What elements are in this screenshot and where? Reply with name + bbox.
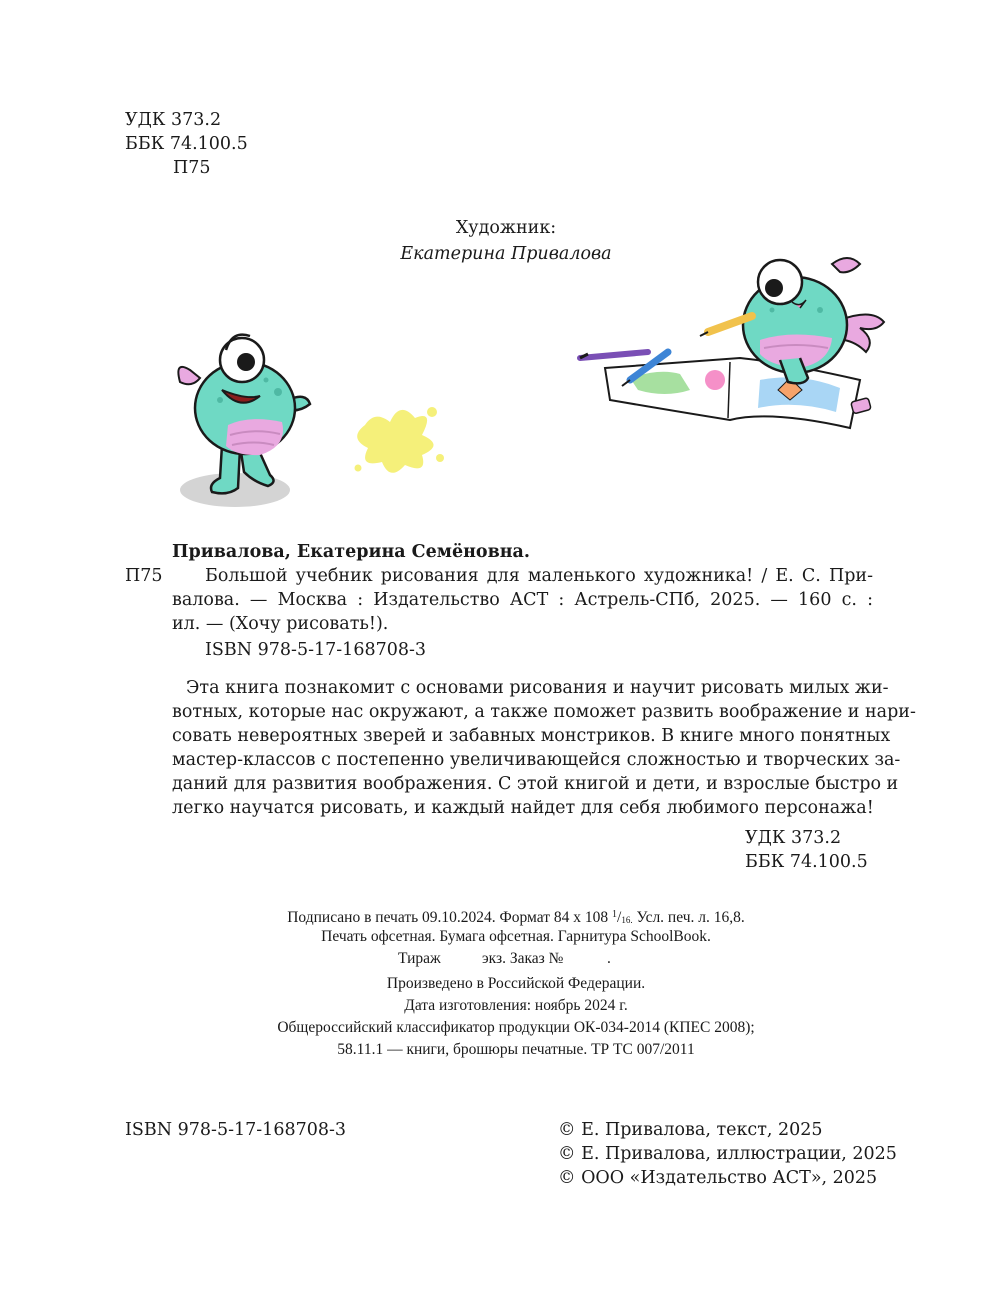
signed-prefix: Подписано в печать 09.10.2024. Формат 84 x 108 bbox=[287, 909, 609, 926]
annotation-line: совать невероятных зверей и забавных монстриков. В книге много понятных bbox=[172, 726, 891, 746]
annotation-line: легко научатся рисовать, и каждый найдет для себя любимого персонажа! bbox=[172, 798, 874, 818]
format-den: 16. bbox=[621, 915, 633, 925]
annotation-line: мастер-классов с постепенно увеличивающейся сложностью и творческих за- bbox=[172, 750, 901, 770]
illustration bbox=[160, 250, 900, 520]
footer-isbn: ISBN 978-5-17-168708-3 bbox=[125, 1120, 347, 1140]
paintbrush bbox=[580, 352, 648, 358]
imprint-order: экз. Заказ № bbox=[482, 950, 564, 967]
imprint-date: Дата изготовления: ноябрь 2024 г. bbox=[404, 997, 628, 1014]
annotation-text bbox=[172, 676, 916, 820]
annotation-line: даний для развития воображения. С этой книгой и дети, и взрослые быстро и bbox=[172, 774, 899, 794]
catalog-line: валова. — Москва : Издательство АСТ : Астрель-СПб, 2025. — 160 с. : bbox=[172, 590, 873, 610]
imprint-country: Произведено в Российской Федерации. bbox=[386, 975, 646, 992]
paint-splash bbox=[355, 407, 445, 473]
imprint-classifier: Общероссийский классификатор продукции ОК-034-2014 (КПЕС 2008); bbox=[277, 1019, 755, 1036]
copyright-line: © ООО «Издательство АСТ», 2025 bbox=[558, 1168, 878, 1188]
monster-left bbox=[178, 335, 310, 494]
imprint-signed: Подписано в печать 09.10.2024. Формат 84 x 108 $^1/_{16.}$ Усл. печ. л. 16,8. bbox=[287, 909, 745, 926]
imprint-classifier-2: 58.11.1 — книги, брошюры печатные. ТР ТС 007/2011 bbox=[337, 1041, 695, 1058]
catalog-description-2 bbox=[172, 588, 873, 612]
udk-code: УДК 373.2 bbox=[125, 110, 222, 130]
artist-label: Художник: bbox=[455, 218, 557, 238]
format-num: 1 bbox=[612, 909, 618, 920]
author-mark: П75 bbox=[173, 158, 211, 178]
copyright-line: © Е. Привалова, текст, 2025 bbox=[558, 1120, 823, 1140]
catalog-author: Привалова, Екатерина Семёновна. bbox=[172, 542, 530, 562]
artist-name: Екатерина Привалова bbox=[400, 244, 612, 264]
imprint-print: Печать офсетная. Бумага офсетная. Гарнитура SchoolBook. bbox=[321, 928, 711, 945]
catalog-line: Большой учебник рисования для маленького художника! / Е. С. При- bbox=[205, 566, 873, 586]
annotation-bbk: ББК 74.100.5 bbox=[745, 852, 868, 872]
copyright-line: © Е. Привалова, иллюстрации, 2025 bbox=[558, 1144, 897, 1164]
annotation-line: вотных, которые нас окружают, а также поможет развить воображение и нари- bbox=[172, 702, 916, 722]
bbk-code: ББК 74.100.5 bbox=[125, 134, 248, 154]
annotation-udk: УДК 373.2 bbox=[745, 828, 842, 848]
imprint-order-end: . bbox=[607, 950, 611, 967]
annotation-line: Эта книга познакомит с основами рисования и научит рисовать милых жи- bbox=[186, 678, 889, 698]
catalog-mark: П75 bbox=[125, 566, 163, 586]
catalog-description bbox=[205, 564, 873, 588]
signed-suffix: Усл. печ. л. 16,8. bbox=[636, 909, 745, 926]
catalog-isbn: ISBN 978-5-17-168708-3 bbox=[205, 640, 427, 660]
imprint-run: Тираж bbox=[398, 950, 441, 967]
catalog-line: ил. — (Хочу рисовать!). bbox=[172, 614, 389, 634]
